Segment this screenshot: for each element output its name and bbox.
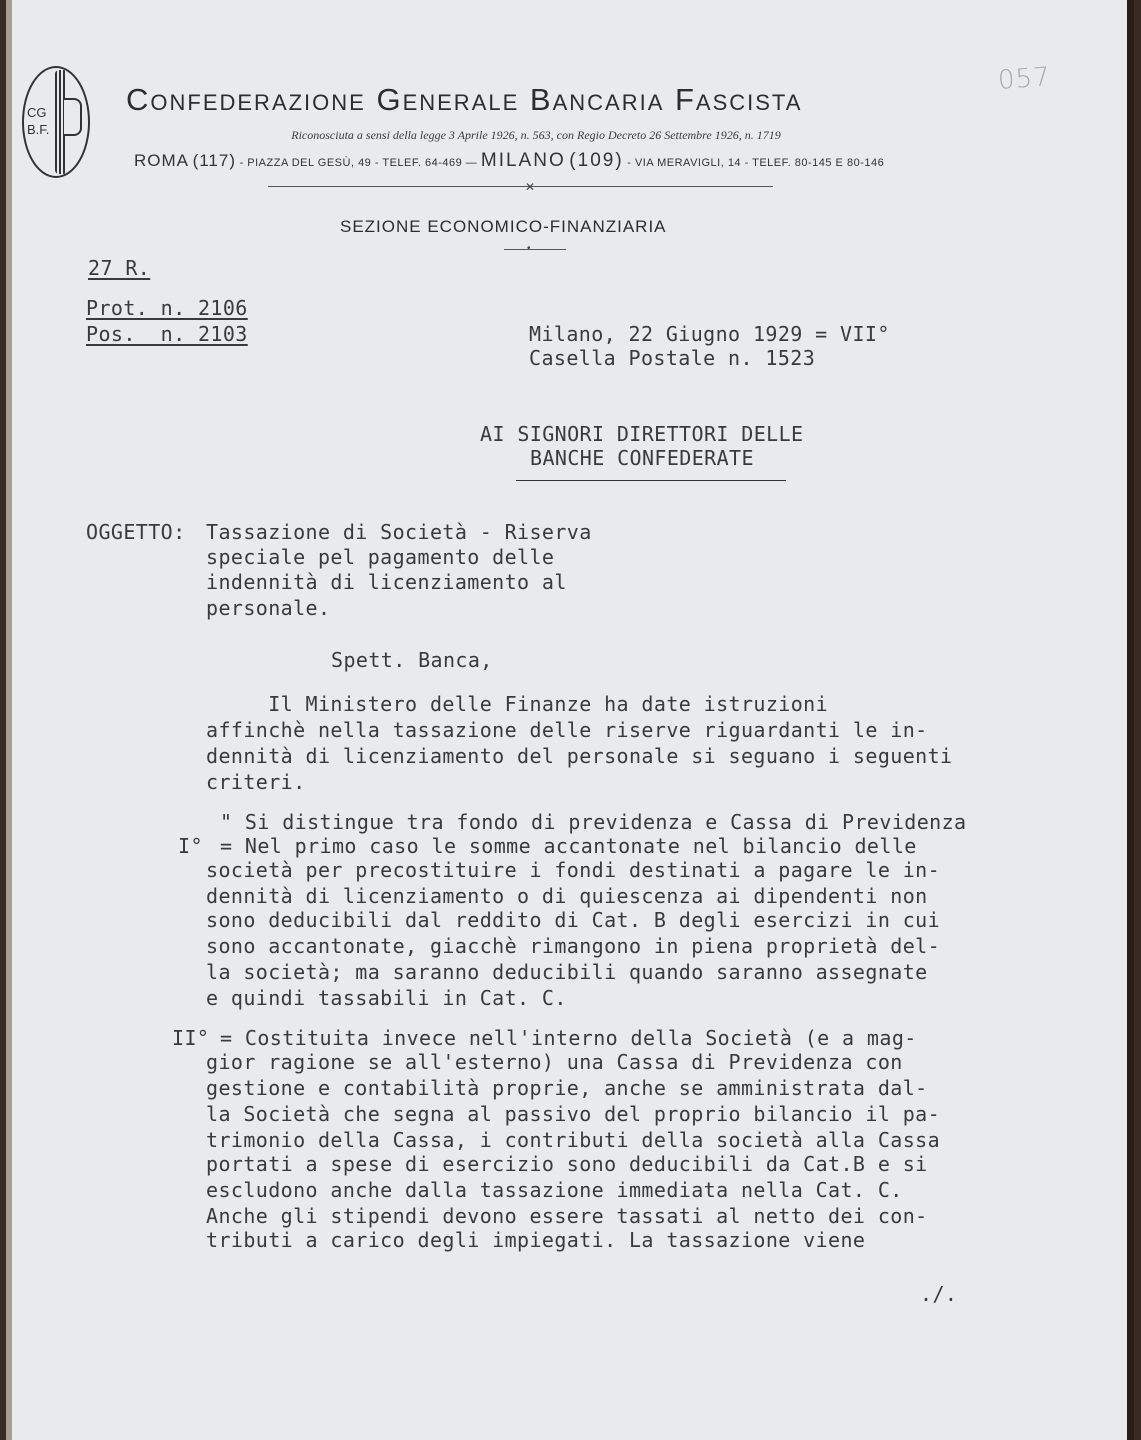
- body-line: gestione e contabilità proprie, anche se amministrata dal-: [206, 1076, 928, 1100]
- point-2-label: II°: [172, 1026, 210, 1050]
- position-number: Pos. n. 2103: [86, 322, 248, 346]
- body-line: e quindi tassabili in Cat. C.: [206, 986, 567, 1010]
- subject-label: OGGETTO:: [86, 520, 186, 544]
- page-shadow-edge: [1127, 0, 1134, 1440]
- axe-icon: [64, 98, 82, 136]
- logo-letters-top: CG: [27, 105, 47, 120]
- organization-recognition: Riconosciuta a sensi della legge 3 Aprile 1926, n. 563, con Regio Decreto 26 Settembre 1926, n. 1719: [291, 128, 781, 142]
- subject-line: indennità di licenziamento al: [206, 570, 567, 594]
- milano-address: - VIA MERAVIGLI, 14 - TELEF. 80-145 E 80-146: [627, 157, 885, 169]
- milano-city: MILANO: [480, 150, 566, 171]
- roma-code: (117): [192, 151, 236, 170]
- section-title: SEZIONE ECONOMICO-FINANZIARIA: [340, 217, 667, 236]
- point-1-label: I°: [178, 834, 203, 858]
- body-line: trimonio della Cassa, i contributi della società alla Cassa: [206, 1128, 941, 1152]
- logo-letters: [27, 104, 49, 138]
- body-line: dennità di licenziamento o di quiescenza ai dipendenti non: [206, 884, 928, 908]
- body-line: sono deducibili dal reddito di Cat. B degli esercizi in cui: [206, 908, 941, 932]
- fasces-logo: [22, 66, 90, 178]
- roma-city: ROMA: [134, 151, 189, 170]
- body-line: la Società che segna al passivo del proprio bilancio il pa-: [206, 1102, 941, 1126]
- body-line: = Costituita invece nell'interno della Società (e a mag-: [220, 1026, 917, 1050]
- recipient-underline: [516, 480, 786, 481]
- body-line: affinchè nella tassazione delle riserve riguardanti le in-: [206, 718, 928, 742]
- subject-line: speciale pel pagamento delle: [206, 545, 555, 569]
- page-binding-edge: [6, 0, 12, 1440]
- organization-name: Confederazione Generale Bancaria Fascista: [126, 82, 803, 117]
- archive-number: 057: [997, 62, 1052, 96]
- subject-line: personale.: [206, 596, 331, 620]
- body-line: gior ragione se all'esterno) una Cassa di Previdenza con: [206, 1050, 903, 1074]
- body-line: = Nel primo caso le somme accantonate nel bilancio delle: [220, 834, 917, 858]
- body-line: Anche gli stipendi devono essere tassati al netto dei con-: [206, 1204, 928, 1228]
- date-line: Milano, 22 Giugno 1929 = VII°: [529, 322, 890, 346]
- body-line: portati a spese di esercizio sono deducibili da Cat.B e si: [206, 1152, 928, 1176]
- body-line: la società; ma saranno deducibili quando saranno assegnate: [206, 960, 928, 984]
- po-box: Casella Postale n. 1523: [529, 346, 816, 370]
- organization-addresses: [134, 150, 954, 172]
- section-divider: [504, 249, 566, 250]
- letterhead-divider: [268, 186, 773, 187]
- recipient-line-2: BANCHE CONFEDERATE: [530, 446, 754, 470]
- protocol-number: Prot. n. 2106: [86, 296, 248, 320]
- body-line: escludono anche dalla tassazione immediata nella Cat. C.: [206, 1178, 903, 1202]
- quote-opening: " Si distingue tra fondo di previdenza e Cassa di Previdenza: [220, 810, 967, 834]
- subject-line: Tassazione di Società - Riserva: [206, 520, 592, 544]
- body-line: società per precostituire i fondi destinati a pagare le in-: [206, 858, 941, 882]
- logo-letters-bottom: B.F.: [27, 122, 50, 137]
- recipient-line-1: AI SIGNORI DIRETTORI DELLE: [480, 422, 804, 446]
- document-page: [6, 0, 1134, 1440]
- body-line: Il Ministero delle Finanze ha date istruzioni: [206, 692, 829, 716]
- divider-ornament: ✕: [525, 180, 536, 194]
- body-line: criteri.: [206, 770, 306, 794]
- milano-code: (109): [569, 150, 624, 171]
- section-divider-ornament: •: [527, 243, 531, 254]
- body-line: dennità di licenziamento del personale si seguano i seguenti: [206, 744, 953, 768]
- roma-address: - PIAZZA DEL GESÙ, 49 - TELEF. 64-469 —: [239, 157, 478, 169]
- reference-code: 27 R.: [88, 256, 151, 280]
- body-line: sono accantonate, giacchè rimangono in piena proprietà del-: [206, 934, 941, 958]
- greeting: Spett. Banca,: [331, 648, 493, 672]
- continuation-mark: ./.: [920, 1282, 958, 1306]
- body-line: tributi a carico degli impiegati. La tassazione viene: [206, 1228, 866, 1252]
